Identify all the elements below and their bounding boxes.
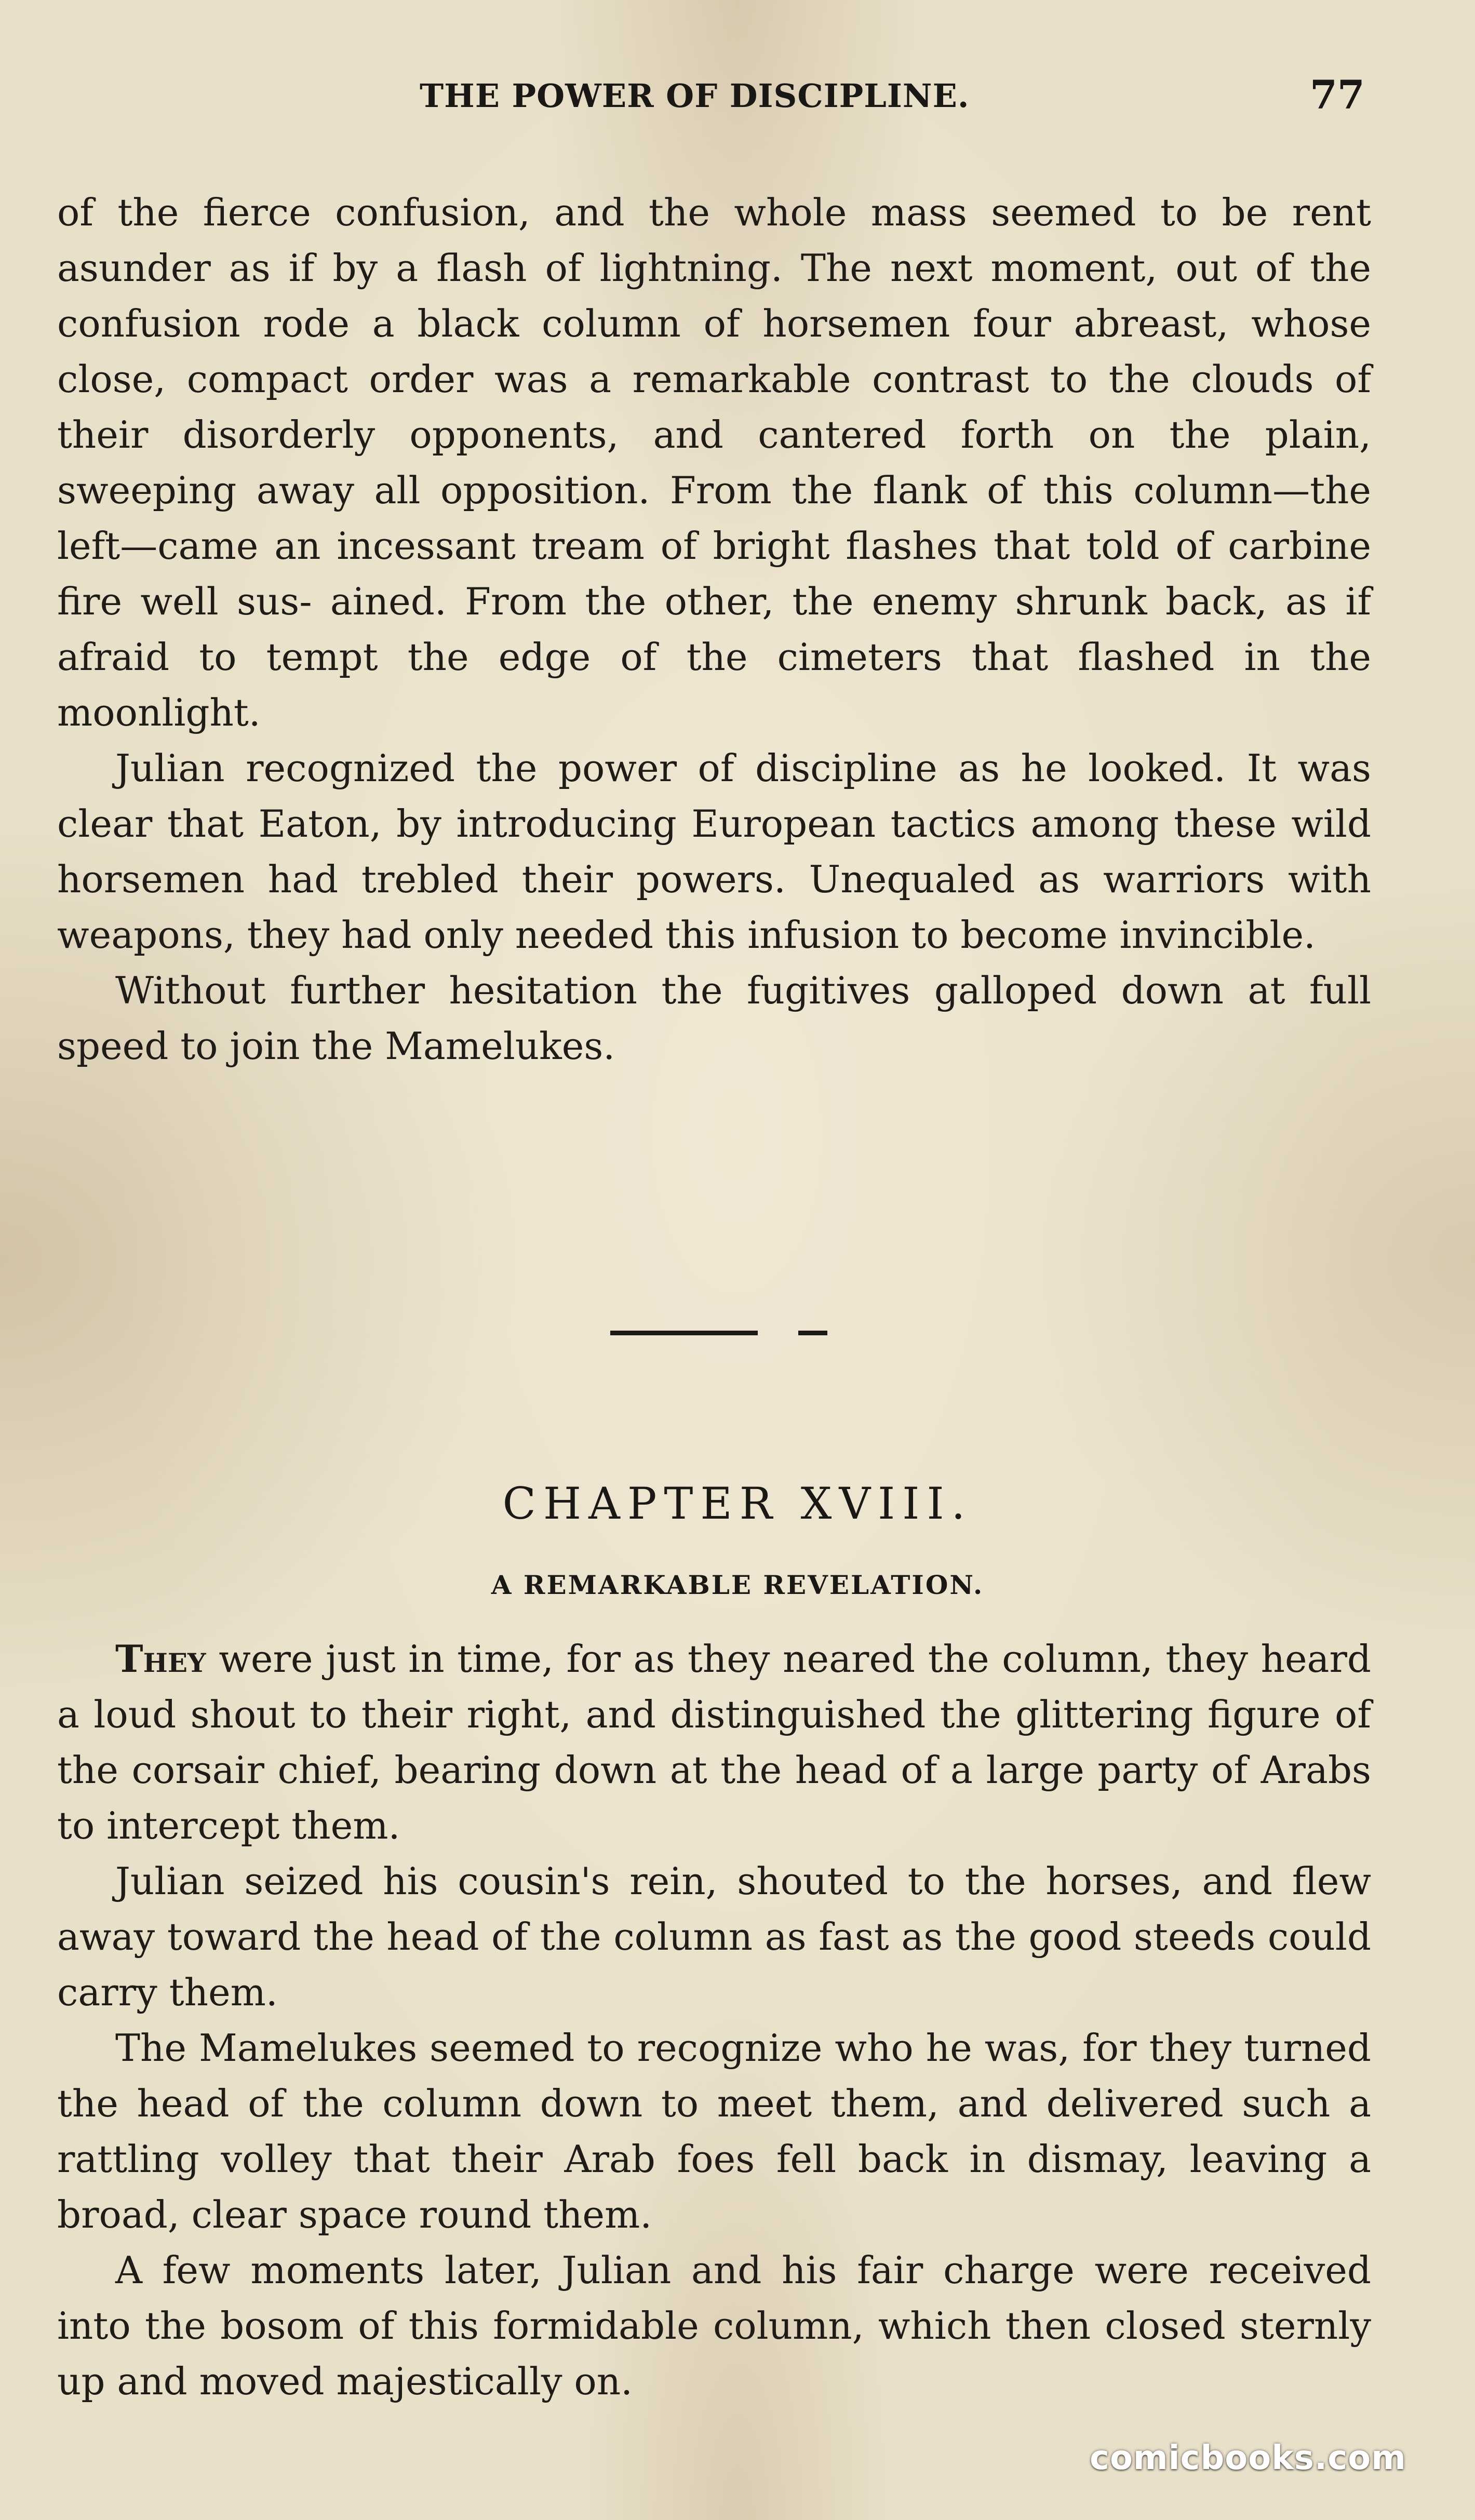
- paragraph: Without further hesitation the fugitives galloped down at full speed to join the Mamelukes.: [57, 969, 1371, 1068]
- chapter-lead-in: They: [115, 1637, 206, 1681]
- chapter-subtitle: A REMARKABLE REVELATION.: [491, 1570, 984, 1600]
- paragraph: Julian seized his cousin's rein, shouted to the horses, and flew away toward the head of the column as fast as the good steeds could carry them.: [57, 1859, 1371, 2014]
- running-head: THE POWER OF DISCIPLINE.: [420, 77, 970, 115]
- chapter-title: CHAPTER XVIII.: [502, 1478, 973, 1529]
- divider-rule-long: [610, 1331, 758, 1335]
- continued-text: [57, 185, 1371, 1074]
- watermark: comicbooks.com: [1090, 2439, 1406, 2477]
- paragraph: A few moments later, Julian and his fair charge were received into the bosom of this formidable column, which then closed sternly up and moved majestically on.: [57, 2248, 1371, 2403]
- paragraph: Julian recognized the power of discipline as he looked. It was clear that Eaton, by introducing European tactics among these wild horsemen had trebled their powers. Unequaled as warriors with weapons, they had only needed this infusion to become invincible.: [57, 746, 1371, 957]
- page-number: 77: [1310, 72, 1365, 118]
- paragraph: of the fierce confusion, and the whole mass seemed to be rent asunder as if by a flash of lightning. The next moment, out of the confusion rode a black column of horsemen four abreast, whose close, compact order was a remarkable contrast to the clouds of their disorderly opponents, and cantered forth on the plain, sweeping away all opposition. From the flank of this column—the left—came an incessant tream of bright flashes that told of carbine fire well sus- ained. From the other, the enemy shrunk back, as if afraid to tempt the edge of the cimeters that flashed in the moonlight.: [57, 191, 1371, 734]
- paragraph: [57, 1631, 1371, 1854]
- chapter-text: [57, 1631, 1371, 2409]
- divider-rule-short: [798, 1331, 827, 1335]
- paragraph-text: were just in time, for as they neared the column, they heard a loud shout to their right, and distinguished the glittering figure of the corsair chief, bearing down at the head of a large party of Arabs to intercept them.: [57, 1637, 1371, 1847]
- paragraph: The Mamelukes seemed to recognize who he was, for they turned the head of the column down to meet them, and delivered such a rattling volley that their Arab foes fell back in dismay, leaving a broad, clear space round them.: [57, 2026, 1371, 2236]
